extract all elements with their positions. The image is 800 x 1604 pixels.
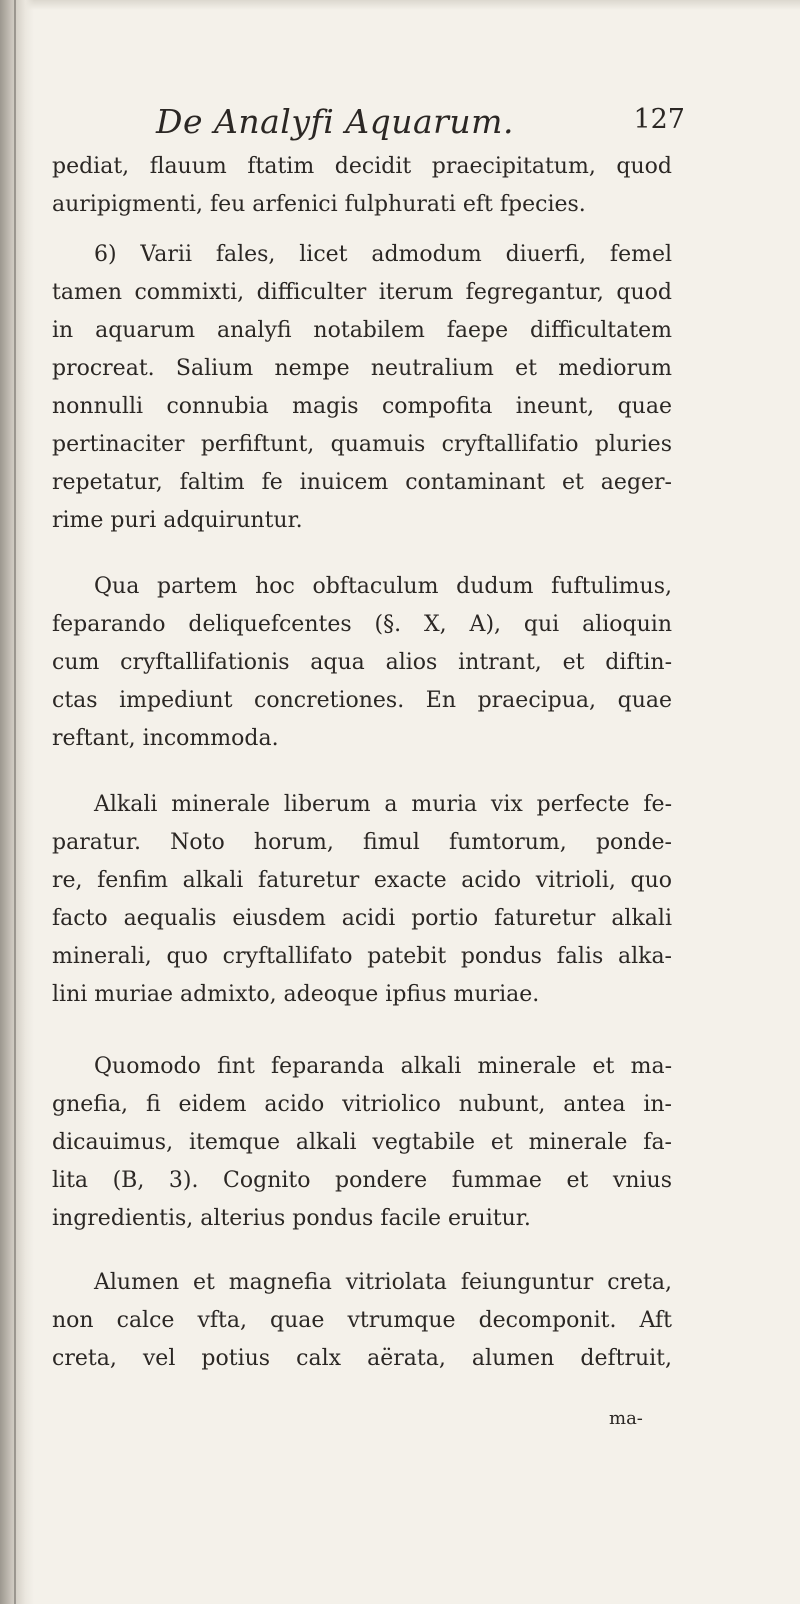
text-line: dicauimus, itemque alkali vegtabile et minerale fa- (52, 1130, 672, 1155)
text-line: in aquarum analyfi notabilem faepe difficultatem (52, 318, 672, 343)
binding-gutter-line (14, 0, 16, 1604)
text-line: creta, vel potius calx aërata, alumen deftruit, (52, 1346, 672, 1371)
text-line: auripigmenti, feu arfenici fulphurati eft fpecies. (52, 192, 586, 217)
paragraph-2 (52, 236, 672, 540)
text-line: facto aequalis eiusdem acidi portio faturetur alkali (52, 906, 672, 931)
text-line: feparando deliquefcentes (§. X, A), qui alioquin (52, 612, 672, 637)
text-line: lita (B, 3). Cognito pondere fummae et vnius (52, 1168, 672, 1193)
text-line: rime puri adquiruntur. (52, 508, 303, 533)
text-line: ctas impediunt concretiones. En praecipua, quae (52, 688, 672, 713)
text-line: Qua partem hoc obftaculum dudum fuftulimus, (94, 574, 672, 599)
binding-gutter-shadow (0, 0, 34, 1604)
text-line: lini muriae admixto, adeoque ipfius muriae. (52, 982, 540, 1007)
text-line: nonnulli connubia magis compofita ineunt, quae (52, 394, 672, 419)
text-line: procreat. Salium nempe neutralium et mediorum (52, 356, 672, 381)
text-line: pertinaciter perfiftunt, quamuis cryftallifatio pluries (52, 432, 672, 457)
text-line: paratur. Noto horum, fimul fumtorum, ponde- (52, 830, 672, 855)
paragraph-4 (52, 786, 672, 1014)
paragraph-5 (52, 1048, 672, 1238)
paragraph-1 (52, 148, 672, 224)
catchword: ma- (609, 1408, 643, 1429)
paragraph-3 (52, 568, 672, 758)
text-line: Quomodo fint feparanda alkali minerale et ma- (94, 1054, 672, 1079)
text-line: re, fenfim alkali faturetur exacte acido vitrioli, quo (52, 868, 672, 893)
page-top-edge (0, 0, 800, 10)
text-line: ingredientis, alterius pondus facile eruitur. (52, 1206, 531, 1231)
text-line: cum cryftallifationis aqua alios intrant, et diftin- (52, 650, 672, 675)
running-head (40, 96, 685, 156)
text-line: Alumen et magnefia vitriolata feiunguntur creta, (94, 1270, 672, 1295)
paragraph-6 (52, 1264, 672, 1378)
page-number: 127 (633, 104, 685, 135)
running-head-title: De Analyfi Aquarum. (156, 102, 514, 141)
text-line: reftant, incommoda. (52, 726, 279, 751)
text-line: non calce vfta, quae vtrumque decomponit. Aft (52, 1308, 672, 1333)
text-line: minerali, quo cryftallifato patebit pondus falis alka- (52, 944, 672, 969)
text-line: pediat, flauum ftatim decidit praecipitatum, quod (52, 154, 672, 179)
text-line: tamen commixti, difficulter iterum fegregantur, quod (52, 280, 672, 305)
text-line: 6) Varii fales, licet admodum diuerfi, femel (94, 242, 672, 267)
text-line: Alkali minerale liberum a muria vix perfecte fe- (94, 792, 672, 817)
text-line: gnefia, fi eidem acido vitriolico nubunt, antea in- (52, 1092, 672, 1117)
text-line: repetatur, faltim fe inuicem contaminant et aeger- (52, 470, 672, 495)
